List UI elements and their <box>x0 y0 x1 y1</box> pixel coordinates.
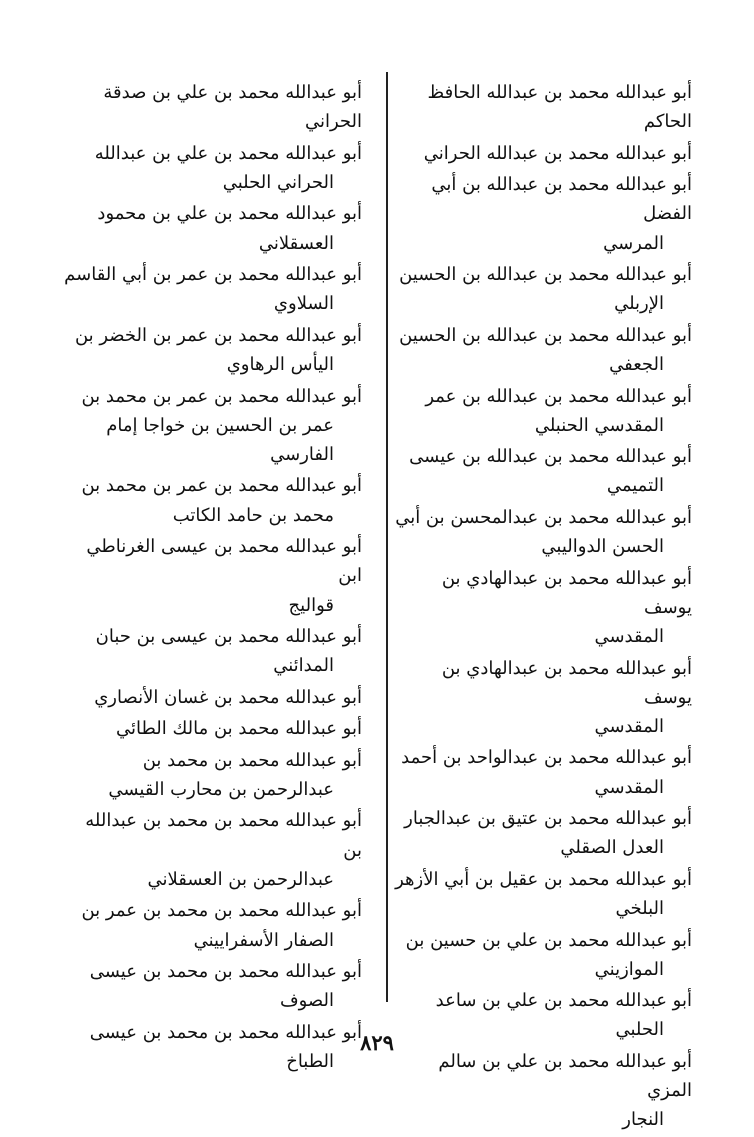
left-column <box>64 78 362 1078</box>
entry-line: أبو عبدالله محمد بن علي بن سالم المزي <box>438 1050 692 1102</box>
name-entry <box>392 78 692 136</box>
entry-continuation: المقدسي <box>594 626 664 648</box>
name-entry <box>392 926 692 984</box>
name-entry <box>64 260 362 318</box>
entry-continuation: محمد بن حامد الكاتب <box>172 504 334 526</box>
entry-continuation: اليأس الرهاوي <box>226 354 334 376</box>
entry-continuation: الفارسي <box>270 443 334 465</box>
name-entry <box>392 865 692 923</box>
name-entry <box>392 804 692 862</box>
entry-line: أبو عبدالله محمد بن عمر بن محمد بن <box>81 385 362 407</box>
name-entry <box>392 743 692 801</box>
entry-line: أبو عبدالله محمد بن عقيل بن أبي الأزهر <box>395 868 692 890</box>
entry-line: أبو عبدالله محمد بن عبدالله بن الحسين <box>399 324 692 346</box>
name-entry <box>64 806 362 894</box>
entry-continuation: الحراني الحلبي <box>222 171 334 193</box>
entry-continuation: التميمي <box>606 475 664 497</box>
entry-line: أبو عبدالله محمد بن عبدالواحد بن أحمد <box>401 747 692 769</box>
entry-line: أبو عبدالله محمد بن عيسى بن حبان <box>95 626 362 648</box>
entry-line: أبو عبدالله محمد بن عبدالله بن أبي الفضل <box>431 174 692 225</box>
name-entry <box>64 382 362 470</box>
entry-continuation: المرسي <box>603 232 664 254</box>
entry-continuation: العدل الصقلي <box>560 837 664 859</box>
entry-continuation: قواليج <box>288 594 334 616</box>
name-entry <box>64 714 362 743</box>
name-entry <box>64 139 362 197</box>
name-entry <box>392 654 692 742</box>
entry-line: أبو عبدالله محمد بن محمد بن عمر بن <box>81 900 362 922</box>
entry-line: أبو عبدالله محمد بن محمد بن عيسى <box>89 1021 362 1043</box>
right-column <box>392 78 692 1137</box>
entry-line: أبو عبدالله محمد بن عبدالله بن عمر <box>425 385 692 407</box>
name-entry <box>392 564 692 652</box>
entry-continuation: الجعفي <box>609 354 664 376</box>
entry-continuation: الصفار الأسفراييني <box>193 929 334 951</box>
name-entry <box>64 957 362 1015</box>
name-entry <box>392 321 692 379</box>
page-number: ٨٢٩ <box>360 1030 394 1055</box>
entry-continuation: البلخي <box>615 898 664 920</box>
entry-line: أبو عبدالله محمد بن علي بن محمود <box>97 203 362 225</box>
name-entry <box>64 321 362 379</box>
name-entry <box>64 471 362 529</box>
entry-continuation: المقدسي <box>594 715 664 737</box>
entry-continuation: المدائني <box>273 655 334 677</box>
name-entry <box>392 139 692 168</box>
entry-line: أبو عبدالله محمد بن عيسى الغرناطي ابن <box>86 536 362 587</box>
name-entry <box>64 532 362 620</box>
name-entry <box>392 170 692 258</box>
entry-continuation: العسقلاني <box>258 232 334 254</box>
entry-line: أبو عبدالله محمد بن عبدالله الحافظ الحاكم <box>427 82 692 133</box>
entry-line: أبو عبدالله محمد بن عبدالهادي بن يوسف <box>441 657 692 708</box>
entry-line: أبو عبدالله محمد بن عمر بن أبي القاسم <box>64 264 362 286</box>
entry-line: أبو عبدالله محمد بن عبدالله بن الحسين <box>399 264 692 286</box>
entry-line: أبو عبدالله محمد بن محمد بن عيسى <box>89 961 362 983</box>
entry-line: أبو عبدالله محمد بن محمد بن عبدالله بن <box>85 810 362 861</box>
entry-continuation: الموازيني <box>594 958 664 980</box>
entry-continuation: المقدسي <box>594 776 664 798</box>
entry-continuation: المقدسي الحنبلي <box>534 414 664 436</box>
entry-line: أبو عبدالله محمد بن علي بن حسين بن <box>405 929 692 951</box>
entry-line: أبو عبدالله محمد بن علي بن عبدالله <box>94 142 362 164</box>
name-entry <box>64 199 362 257</box>
entry-continuation: الحسن الدواليبي <box>541 536 664 558</box>
entry-line: أبو عبدالله محمد بن عبدالله الحراني <box>423 142 692 164</box>
column-divider <box>386 72 388 1002</box>
entry-line: أبو عبدالله محمد بن عمر بن محمد بن <box>81 475 362 497</box>
name-entry <box>392 260 692 318</box>
name-entry <box>392 503 692 561</box>
entry-line: أبو عبدالله محمد بن غسان الأنصاري <box>94 686 362 708</box>
name-entry <box>64 622 362 680</box>
entry-continuation: الطباخ <box>286 1050 334 1072</box>
entry-line: أبو عبدالله محمد بن مالك الطائي <box>116 718 362 740</box>
name-entry <box>64 683 362 712</box>
name-entry <box>392 442 692 500</box>
entry-continuation: عمر بن الحسين بن خواجا إمام <box>106 414 334 436</box>
entry-line: أبو عبدالله محمد بن علي بن ساعد <box>435 990 692 1012</box>
name-entry <box>392 382 692 440</box>
entry-line: أبو عبدالله محمد بن علي بن صدقة الحراني <box>103 82 362 133</box>
name-entry <box>64 896 362 954</box>
name-entry <box>392 1047 692 1135</box>
entry-continuation: الصوف <box>279 990 334 1012</box>
entry-continuation: السلاوي <box>273 293 334 315</box>
entry-continuation: النجار <box>622 1109 664 1131</box>
name-entry <box>64 78 362 136</box>
entry-line: أبو عبدالله محمد بن عبدالله بن عيسى <box>409 446 692 468</box>
entry-continuation: عبدالرحمن بن العسقلاني <box>147 868 334 890</box>
entry-line: أبو عبدالله محمد بن عبدالهادي بن يوسف <box>441 567 692 618</box>
entry-continuation: الإربلي <box>614 293 664 315</box>
entry-line: أبو عبدالله محمد بن عبدالمحسن بن أبي <box>395 506 692 528</box>
entry-continuation: عبدالرحمن بن محارب القيسي <box>108 778 334 800</box>
entry-line: أبو عبدالله محمد بن عتيق بن عبدالجبار <box>404 808 692 830</box>
name-entry <box>64 746 362 804</box>
entry-continuation: الحلبي <box>615 1019 664 1041</box>
entry-line: أبو عبدالله محمد بن عمر بن الخضر بن <box>74 324 362 346</box>
entry-line: أبو عبدالله محمد بن محمد بن <box>142 749 362 771</box>
